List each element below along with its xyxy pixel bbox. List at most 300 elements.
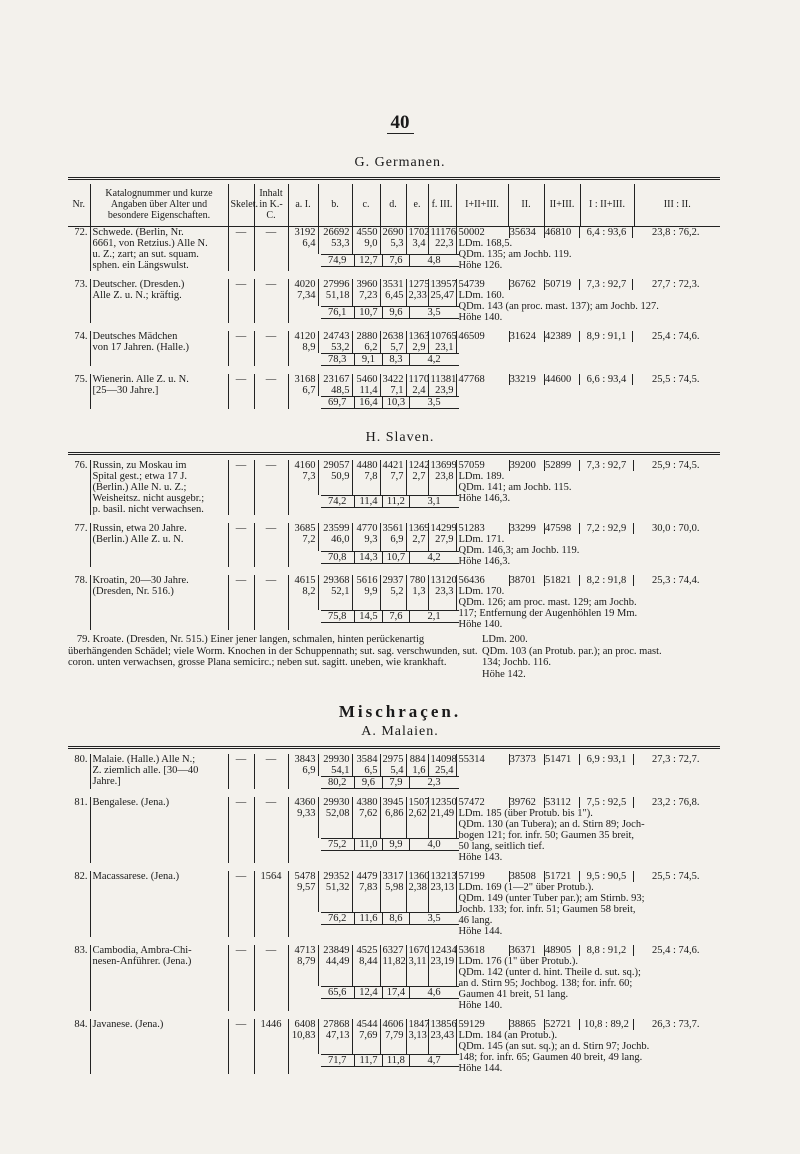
ratio-r4: 10,8 : 89,2 — [580, 1019, 633, 1030]
ratio-r4: 7,2 : 92,9 — [580, 523, 633, 534]
measurement-notes: LDm. 176 (1" über Protub.). QDm. 142 (unter d. hint. Theile d. sut. sq.); an d. Stirn 95; Jochbog. 138; for. infr. 60; Gaumen 41 breit, 51 lang. Höhe 140. — [458, 956, 641, 1011]
value-a: 3192 6,4 — [288, 226, 318, 254]
value-c: 5616 9,9 — [352, 575, 380, 610]
measurement-notes: LDm. 160. QDm. 143 (an proc. mast. 137); am Jochb. 127. Höhe 140. — [458, 289, 659, 323]
inhalt-cell: — — [254, 754, 288, 789]
ratio-line — [459, 1019, 719, 1030]
value-c: 4479 7,83 — [352, 871, 380, 912]
ratio-r2: 35634 — [510, 227, 545, 238]
percent-box — [321, 396, 459, 409]
row-number: 73. — [68, 279, 90, 323]
table-row — [68, 1019, 720, 1054]
percent-p2: 12,4 — [355, 987, 383, 998]
ratio-r5: 25,5 : 74,5. — [652, 871, 700, 882]
value-f: 14299 27,9 — [428, 523, 456, 551]
value-a: 4713 8,79 — [288, 945, 318, 986]
header-skelet: Skelet. — [228, 184, 254, 226]
percent-box — [321, 254, 459, 267]
ratio-r5: 27,7 : 72,3. — [651, 278, 700, 290]
ratio-r1: 50002 — [459, 227, 510, 238]
value-e: 1363 2,9 — [406, 331, 428, 353]
percent-values — [288, 1054, 456, 1074]
skelet-cell: — — [228, 523, 254, 567]
ratio-line — [459, 331, 719, 342]
measurement-notes: LDm. 185 (über Protub. bis 1"). QDm. 130 (an Tubera); an d. Stirn 89; Joch- bogen 121; for. infr. 50; Gaumen 35 breit, 50 lang, seitlich tief. Höhe 143. — [458, 808, 645, 863]
value-c: 3960 7,23 — [352, 279, 380, 307]
percent-p3: 17,4 — [383, 987, 409, 998]
section-germanen-title: G. Germanen. — [354, 155, 446, 170]
percent-p2: 14,3 — [355, 552, 383, 563]
percent-p1: 71,7 — [321, 1055, 355, 1066]
ratio-r5: 25,9 : 74,5. — [652, 460, 700, 471]
row-description: Wienerin. Alle Z. u. N. [25—30 Jahre.] — [90, 374, 228, 409]
value-a: 3168 6,7 — [288, 374, 318, 396]
skelet-cell: — — [228, 754, 254, 789]
value-b: 27868 47,13 — [318, 1019, 352, 1054]
inhalt-cell: — — [254, 797, 288, 863]
row-79-nr: 79. — [76, 634, 90, 645]
table-malaien — [68, 754, 720, 1082]
inhalt-cell: 1564 — [254, 871, 288, 937]
ratio-r1: 59129 — [459, 1019, 510, 1030]
percent-values — [288, 551, 456, 567]
row-79 — [68, 634, 478, 669]
computed-values — [456, 374, 720, 409]
table-row — [68, 226, 720, 254]
row-gap — [68, 937, 720, 945]
inhalt-cell: — — [254, 523, 288, 567]
computed-values — [456, 226, 720, 271]
skelet-cell: — — [228, 374, 254, 409]
percent-p2: 11,7 — [355, 1055, 383, 1066]
gap-cell — [68, 789, 720, 797]
value-b: 27996 51,18 — [318, 279, 352, 307]
ratio-r1: 54739 — [459, 279, 510, 290]
ratio-r3: 51821 — [545, 575, 580, 586]
percent-box — [321, 838, 459, 851]
table-row — [68, 374, 720, 396]
header-ratio-1: I : II+III. — [580, 184, 634, 226]
percent-p4: 4,2 — [427, 353, 441, 365]
table-row — [68, 279, 720, 307]
value-e: 1170 2,4 — [406, 374, 428, 396]
row-gap — [68, 1011, 720, 1019]
table-row — [68, 460, 720, 495]
ratio-r5: 25,3 : 74,4. — [652, 575, 700, 586]
ratio-r5: 25,4 : 74,6. — [651, 330, 700, 342]
value-c: 4544 7,69 — [352, 1019, 380, 1054]
ratio-r3: 48905 — [545, 945, 580, 956]
gap-cell — [68, 863, 720, 871]
header-ratio-2: III : II. — [634, 184, 720, 226]
gap-cell — [68, 515, 720, 523]
skelet-cell: — — [228, 1019, 254, 1074]
percent-box — [321, 986, 459, 999]
percent-p4: 2,1 — [427, 610, 441, 622]
value-f: 12350 21,49 — [428, 797, 456, 838]
ratio-r1: 53618 — [459, 945, 510, 956]
header-sum: I+II+III. — [456, 184, 508, 226]
skelet-cell: — — [228, 279, 254, 323]
percent-p3: 7,9 — [383, 777, 409, 788]
value-e: 1369 2,7 — [406, 523, 428, 551]
row-gap — [68, 863, 720, 871]
ratio-r3: 51471 — [545, 754, 580, 765]
percent-p2: 9,6 — [355, 777, 383, 788]
value-c: 2880 6,2 — [352, 331, 380, 353]
row-description: Bengalese. (Jena.) — [90, 797, 228, 863]
gap-cell — [68, 409, 720, 417]
percent-box — [321, 306, 459, 319]
computed-values — [456, 945, 720, 1011]
percent-p2: 16,4 — [355, 397, 383, 408]
percent-p4: 3,5 — [427, 396, 441, 408]
percent-p4: 4,0 — [427, 839, 441, 851]
inhalt-cell: 1446 — [254, 1019, 288, 1074]
percent-p4: 4,6 — [427, 987, 441, 999]
value-e: 1847 3,13 — [406, 1019, 428, 1054]
ratio-r3: 44600 — [545, 374, 580, 385]
percent-p3: 11,2 — [383, 496, 409, 507]
ratio-r2: 31624 — [510, 331, 545, 342]
ratio-r5: 23,8 : 76,2. — [651, 226, 700, 238]
ratio-r5: 25,4 : 74,6. — [652, 945, 700, 956]
ratio-r4: 7,3 : 92,7 — [580, 279, 633, 290]
table-germanen — [68, 184, 720, 417]
percent-p1: 76,1 — [321, 307, 355, 318]
ratio-r3: 46810 — [545, 227, 580, 238]
inhalt-cell: — — [254, 460, 288, 515]
percent-values — [288, 396, 456, 409]
value-f: 13120 23,3 — [428, 575, 456, 610]
computed-values — [456, 460, 720, 515]
percent-values — [288, 306, 456, 322]
percent-box — [321, 551, 459, 564]
ratio-r2: 37373 — [510, 754, 545, 765]
row-gap — [68, 409, 720, 417]
header-ii: II. — [508, 184, 544, 226]
percent-box — [321, 912, 459, 925]
value-a: 3843 6,9 — [288, 754, 318, 776]
ratio-r1: 46509 — [459, 331, 510, 342]
gap-cell — [68, 323, 720, 331]
percent-values — [288, 838, 456, 863]
table-row — [68, 945, 720, 986]
value-e: 1670 3,11 — [406, 945, 428, 986]
ratio-line — [459, 460, 719, 471]
value-a: 4160 7,3 — [288, 460, 318, 495]
ratio-r1: 51283 — [459, 523, 510, 534]
value-b: 23849 44,49 — [318, 945, 352, 986]
value-c: 4550 9,0 — [352, 226, 380, 254]
row-number: 78. — [68, 575, 90, 630]
ratio-r3: 51721 — [545, 871, 580, 882]
row-description: Russin, etwa 20 Jahre. (Berlin.) Alle Z. u. N. — [90, 523, 228, 567]
skelet-cell: — — [228, 945, 254, 1011]
value-c: 4525 8,44 — [352, 945, 380, 986]
value-f: 12434 23,19 — [428, 945, 456, 986]
computed-values — [456, 575, 720, 630]
row-number: 82. — [68, 871, 90, 937]
percent-values — [288, 986, 456, 1011]
value-b: 29368 52,1 — [318, 575, 352, 610]
percent-p2: 11,0 — [355, 839, 383, 850]
percent-p1: 78,3 — [321, 354, 355, 365]
ratio-r5: 23,2 : 76,8. — [652, 797, 700, 808]
percent-p3: 7,6 — [383, 255, 409, 266]
skelet-cell: — — [228, 226, 254, 271]
skelet-cell: — — [228, 575, 254, 630]
ratio-line — [459, 871, 719, 882]
table-row — [68, 797, 720, 838]
percent-values — [288, 776, 456, 789]
table-row — [68, 523, 720, 551]
percent-box — [321, 1054, 459, 1067]
value-d: 3422 7,1 — [380, 374, 406, 396]
ratio-r2: 38701 — [510, 575, 545, 586]
value-b: 29930 54,1 — [318, 754, 352, 776]
row-description: Malaie. (Halle.) Alle N.; Z. ziemlich alle. [30—40 Jahre.] — [90, 754, 228, 789]
measurement-notes: LDm. 184 (an Protub.). QDm. 145 (an sut. sq.); an d. Stirn 97; Jochb. 148; for. infr. 65; Gaumen 40 breit, 49 lang. Höhe 144. — [458, 1030, 650, 1074]
row-number: 75. — [68, 374, 90, 409]
ratio-r1: 56436 — [459, 575, 510, 586]
value-b: 24743 53,2 — [318, 331, 352, 353]
percent-p4: 3,1 — [427, 495, 441, 507]
percent-box — [321, 353, 459, 366]
value-e: 780 1,3 — [406, 575, 428, 610]
value-d: 3561 6,9 — [380, 523, 406, 551]
value-b: 23599 46,0 — [318, 523, 352, 551]
skelet-cell: — — [228, 460, 254, 515]
percent-p1: 65,6 — [321, 987, 355, 998]
ratio-r4: 6,4 : 93,6 — [580, 227, 633, 238]
value-b: 23167 48,5 — [318, 374, 352, 396]
skelet-cell: — — [228, 331, 254, 366]
value-c: 4480 7,8 — [352, 460, 380, 495]
inhalt-cell: — — [254, 374, 288, 409]
header-nr: Nr. — [68, 184, 90, 226]
value-a: 4120 8,9 — [288, 331, 318, 353]
header-e: e. — [406, 184, 428, 226]
percent-p4: 4,7 — [427, 1054, 441, 1066]
computed-values — [456, 754, 720, 789]
value-b: 29930 52,08 — [318, 797, 352, 838]
percent-p3: 10,3 — [383, 397, 409, 408]
row-description: Deutsches Mädchen von 17 Jahren. (Halle.) — [90, 331, 228, 366]
row-gap — [68, 1074, 720, 1082]
ratio-line — [459, 523, 719, 534]
percent-p2: 9,1 — [355, 354, 383, 365]
skelet-cell: — — [228, 797, 254, 863]
gap-cell — [68, 366, 720, 374]
ratio-r4: 6,9 : 93,1 — [580, 754, 633, 765]
ratio-line — [459, 945, 719, 956]
value-e: 1507 2,62 — [406, 797, 428, 838]
percent-p1: 74,2 — [321, 496, 355, 507]
header-a: a. I. — [288, 184, 318, 226]
value-d: 2937 5,2 — [380, 575, 406, 610]
header-d: d. — [380, 184, 406, 226]
gap-cell — [68, 937, 720, 945]
header-b: b. — [318, 184, 352, 226]
ratio-r5: 27,3 : 72,7. — [652, 754, 700, 765]
value-e: 1702 3,4 — [406, 226, 428, 254]
ratio-r1: 57199 — [459, 871, 510, 882]
table-row — [68, 754, 720, 776]
ratio-line — [459, 575, 719, 586]
inhalt-cell: — — [254, 226, 288, 271]
percent-p3: 7,6 — [383, 611, 409, 622]
row-gap — [68, 271, 720, 279]
value-d: 6327 11,82 — [380, 945, 406, 986]
value-a: 4020 7,34 — [288, 279, 318, 307]
value-f: 13213 23,13 — [428, 871, 456, 912]
percent-values — [288, 353, 456, 366]
inhalt-cell: — — [254, 945, 288, 1011]
computed-values — [456, 331, 720, 366]
percent-p1: 75,8 — [321, 611, 355, 622]
ratio-r1: 57472 — [459, 797, 510, 808]
percent-p3: 8,3 — [383, 354, 409, 365]
gap-cell — [68, 1011, 720, 1019]
value-a: 5478 9,57 — [288, 871, 318, 912]
value-d: 3317 5,98 — [380, 871, 406, 912]
value-c: 4770 9,3 — [352, 523, 380, 551]
computed-values — [456, 797, 720, 863]
inhalt-cell: — — [254, 575, 288, 630]
percent-p4: 3,5 — [427, 307, 441, 319]
measurement-notes: LDm. 168,5. QDm. 135; am Jochb. 119. Höhe 126. — [458, 237, 572, 271]
page-number: 40 — [0, 112, 800, 134]
row-description: Russin, zu Moskau im Spital gest.; etwa 17 J. (Berlin.) Alle N. u. Z.; Weisheitsz. nicht ausgebr.; p. basil. nicht verwachsen. — [90, 460, 228, 515]
ratio-r2: 39200 — [510, 460, 545, 471]
row-gap — [68, 567, 720, 575]
row-description: Javanese. (Jena.) — [90, 1019, 228, 1074]
computed-values — [456, 1019, 720, 1074]
percent-box — [321, 610, 459, 623]
percent-box — [321, 776, 459, 789]
measurement-notes: LDm. 189. QDm. 141; am Jochb. 115. Höhe 146,3. — [458, 471, 572, 504]
ratio-line — [459, 754, 719, 765]
row-description: Macassarese. (Jena.) — [90, 871, 228, 937]
ratio-r4: 8,9 : 91,1 — [580, 331, 633, 342]
computed-values — [456, 523, 720, 567]
ratio-r3: 50719 — [545, 279, 580, 290]
ratio-r3: 42389 — [545, 331, 580, 342]
value-a: 3685 7,2 — [288, 523, 318, 551]
percent-p4: 4,8 — [427, 255, 441, 267]
percent-p3: 11,8 — [383, 1055, 409, 1066]
ratio-r2: 36371 — [510, 945, 545, 956]
percent-p3: 8,6 — [383, 913, 409, 924]
table-row — [68, 575, 720, 610]
computed-values — [456, 279, 720, 323]
header-inhalt: Inhalt in K.-C. — [254, 184, 288, 226]
table-slaven — [68, 460, 720, 638]
header-f: f. III. — [428, 184, 456, 226]
row-gap — [68, 789, 720, 797]
percent-p4: 3,5 — [427, 913, 441, 925]
row-number: 76. — [68, 460, 90, 515]
row-gap — [68, 323, 720, 331]
percent-p1: 74,9 — [321, 255, 355, 266]
percent-p1: 75,2 — [321, 839, 355, 850]
measurement-notes: LDm. 169 (1—2" über Protub.). QDm. 149 (unter Tuber par.); am Stirnb. 93; Jochb. 133; for. infr. 51; Gaumen 58 breit, 46 lang. Höhe 144. — [458, 882, 645, 937]
percent-p2: 10,7 — [355, 307, 383, 318]
value-f: 13856 23,43 — [428, 1019, 456, 1054]
ratio-line — [459, 374, 719, 385]
gap-cell — [68, 567, 720, 575]
percent-p2: 12,7 — [355, 255, 383, 266]
row-79-text: Kroate. (Dresden, Nr. 515.) Einer jener langen, schmalen, hinten perückenartig überhängenden Schädel; viele Worm. Knochen in der Schuppennath; sut. sag. verschwunden, sut. coron. unten verwachsen, grosse Plana semicirc.; neben sut. sagitt. uneben, wie krankhaft. — [68, 634, 478, 668]
value-a: 4360 9,33 — [288, 797, 318, 838]
ratio-r3: 52721 — [545, 1019, 580, 1030]
percent-values — [288, 912, 456, 937]
value-b: 29057 50,9 — [318, 460, 352, 495]
value-b: 26692 53,3 — [318, 226, 352, 254]
ratio-line — [459, 797, 719, 808]
value-f: 11381 23,9 — [428, 374, 456, 396]
ratio-r2: 38508 — [510, 871, 545, 882]
value-d: 3945 6,86 — [380, 797, 406, 838]
percent-box — [321, 495, 459, 508]
computed-values — [456, 871, 720, 937]
percent-values — [288, 610, 456, 630]
ratio-r1: 47768 — [459, 374, 510, 385]
mixed-races-title: Mischraçen. — [338, 702, 462, 721]
percent-p3: 10,7 — [383, 552, 409, 563]
percent-p1: 69,7 — [321, 397, 355, 408]
ratio-r2: 36762 — [510, 279, 545, 290]
value-f: 14098 25,4 — [428, 754, 456, 776]
value-f: 11176 22,3 — [428, 226, 456, 254]
ratio-line — [459, 279, 719, 290]
row-description: Kroatin, 20—30 Jahre. (Dresden, Nr. 516.) — [90, 575, 228, 630]
value-f: 13699 23,8 — [428, 460, 456, 495]
ratio-r4: 7,3 : 92,7 — [580, 460, 633, 471]
value-d: 4421 7,7 — [380, 460, 406, 495]
row-number: 80. — [68, 754, 90, 789]
section-slaven-title: H. Slaven. — [365, 430, 435, 445]
row-description: Cambodia, Ambra-Chi- nesen-Anführer. (Jena.) — [90, 945, 228, 1011]
ratio-r5: 30,0 : 70,0. — [652, 523, 700, 534]
row-gap — [68, 366, 720, 374]
ratio-r2: 33219 — [510, 374, 545, 385]
ratio-r3: 52899 — [545, 460, 580, 471]
ratio-r5: 25,5 : 74,5. — [651, 373, 700, 385]
value-c: 3584 6,5 — [352, 754, 380, 776]
value-f: 10765 23,1 — [428, 331, 456, 353]
value-d: 2690 5,3 — [380, 226, 406, 254]
value-a: 6408 10,83 — [288, 1019, 318, 1054]
value-d: 2975 5,4 — [380, 754, 406, 776]
value-e: 1360 2,38 — [406, 871, 428, 912]
ratio-r2: 39762 — [510, 797, 545, 808]
ratio-r5: 26,3 : 73,7. — [652, 1019, 700, 1030]
value-e: 884 1,6 — [406, 754, 428, 776]
top-rule — [68, 177, 720, 180]
value-c: 4380 7,62 — [352, 797, 380, 838]
row-description: Deutscher. (Dresden.) Alle Z. u. N.; kräftig. — [90, 279, 228, 323]
ratio-r3: 47598 — [545, 523, 580, 534]
row-number: 74. — [68, 331, 90, 366]
percent-p2: 11,4 — [355, 496, 383, 507]
value-f: 13957 25,47 — [428, 279, 456, 307]
measurement-notes: LDm. 171. QDm. 146,3; am Jochb. 119. Höhe 146,3. — [458, 534, 580, 567]
percent-values — [288, 254, 456, 270]
row-number: 84. — [68, 1019, 90, 1074]
value-d: 4606 7,79 — [380, 1019, 406, 1054]
